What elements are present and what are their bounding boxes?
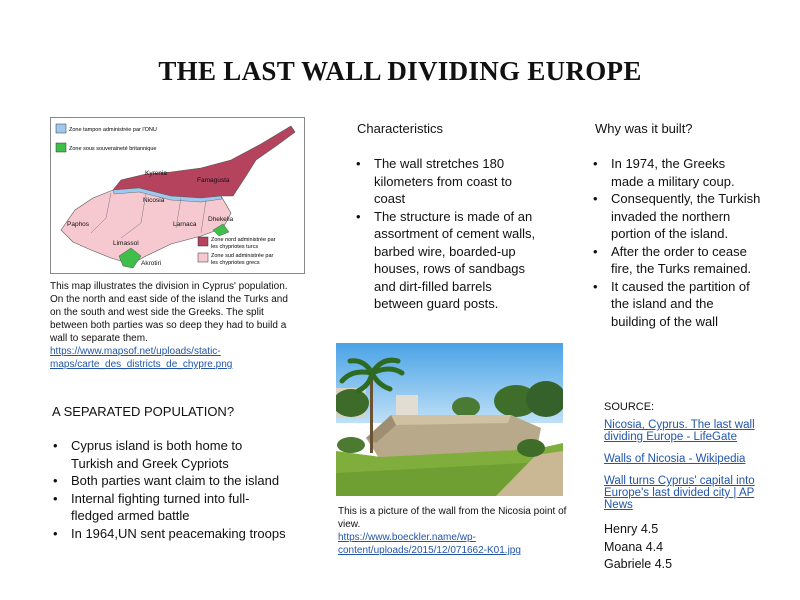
label-limassol: Limassol — [113, 240, 139, 247]
why-heading: Why was it built? — [595, 121, 693, 136]
score-gabriele: Gabriele 4.5 — [604, 557, 673, 571]
label-famagusta: Famagusta — [197, 177, 230, 184]
source-link-lifegate[interactable]: Nicosia, Cyprus. The last wall dividing Europe - LifeGate — [604, 419, 755, 443]
source-links — [604, 419, 764, 521]
cyprus-map — [50, 117, 305, 274]
source-heading: SOURCE: — [604, 401, 655, 413]
label-larnaca: Larnaca — [173, 221, 197, 228]
characteristics-heading: Characteristics — [357, 121, 443, 136]
photo-caption — [338, 505, 568, 557]
map-source-link[interactable]: https://www.mapsof.net/uploads/static- maps/carte_des_districts_de_chypre.png — [50, 346, 233, 370]
label-akrotiri: Akrotiri — [141, 260, 162, 267]
population-heading: A SEPARATED POPULATION? — [52, 404, 235, 419]
list-item: • Consequently, the Turkish invaded the northern portion of the island. — [591, 190, 761, 243]
wall-photo-graphic — [336, 343, 563, 496]
list-item: • Both parties want claim to the island — [51, 472, 286, 490]
list-item: • The wall stretches 180 kilometers from coast to coast — [354, 155, 540, 208]
characteristics-list — [354, 155, 540, 313]
source-link-wikipedia[interactable]: Walls of Nicosia - Wikipedia — [604, 453, 746, 465]
scores — [604, 521, 672, 574]
label-nicosia: Nicosia — [143, 197, 165, 204]
photo-source-link[interactable]: https://www.boeckler.name/wp- content/uploads/2015/12/071662-K01.jpg — [338, 532, 521, 556]
list-item: • The structure is made of an assortment of cement walls, barbed wire, boarded-up houses, rows of sandbags and dirt-filled barrels between guard posts. — [354, 208, 540, 313]
photo-caption-text: This is a picture of the wall from the Nicosia point of view. — [338, 506, 567, 530]
list-item: • Cyprus island is both home to Turkish and Greek Cypriots — [51, 437, 286, 472]
label-paphos: Paphos — [67, 221, 90, 228]
legend-south-2: les chypriotes grecs — [211, 260, 260, 266]
north-zone — [113, 126, 295, 198]
label-kyrenia: Kyrenia — [145, 170, 168, 177]
label-dhekelia: Dhekelia — [208, 216, 234, 223]
score-moana: Moana 4.4 — [604, 539, 664, 554]
population-list — [51, 437, 286, 542]
list-item: • In 1964,UN sent peacemaking troops — [51, 525, 286, 543]
legend-british: Zone sous souveraineté britannique — [69, 146, 157, 152]
why-list — [591, 155, 761, 330]
page-title: THE LAST WALL DIVIDING EUROPE — [158, 56, 642, 86]
legend-un: Zone tampon administrée par l'ONU — [69, 127, 157, 133]
legend-north-1: Zone nord administrée par — [211, 237, 276, 243]
legend-north-2: les chypriotes turcs — [211, 244, 259, 250]
cyprus-map-graphic — [51, 118, 304, 273]
list-item: • After the order to cease fire, the Turks remained. — [591, 243, 761, 278]
list-item: • In 1974, the Greeks made a military coup. — [591, 155, 761, 190]
legend-south-1: Zone sud administrée par — [211, 253, 274, 259]
score-henry: Henry 4.5 — [604, 522, 659, 536]
wall-photo — [336, 343, 563, 496]
list-item: • It caused the partition of the island and the building of the wall — [591, 278, 761, 331]
map-caption — [50, 280, 300, 371]
source-link-apnews[interactable]: Wall turns Cyprus' capital into Europe's last divided city | AP News — [604, 475, 755, 511]
map-caption-text: This map illustrates the division in Cyprus' population. On the north and east side of the island the Turks and on the south and west side the Greeks. The split between both parties was so deep they had to build a wall to separate them. — [50, 281, 288, 344]
list-item: • Internal fighting turned into full-fledged armed battle — [51, 490, 286, 525]
